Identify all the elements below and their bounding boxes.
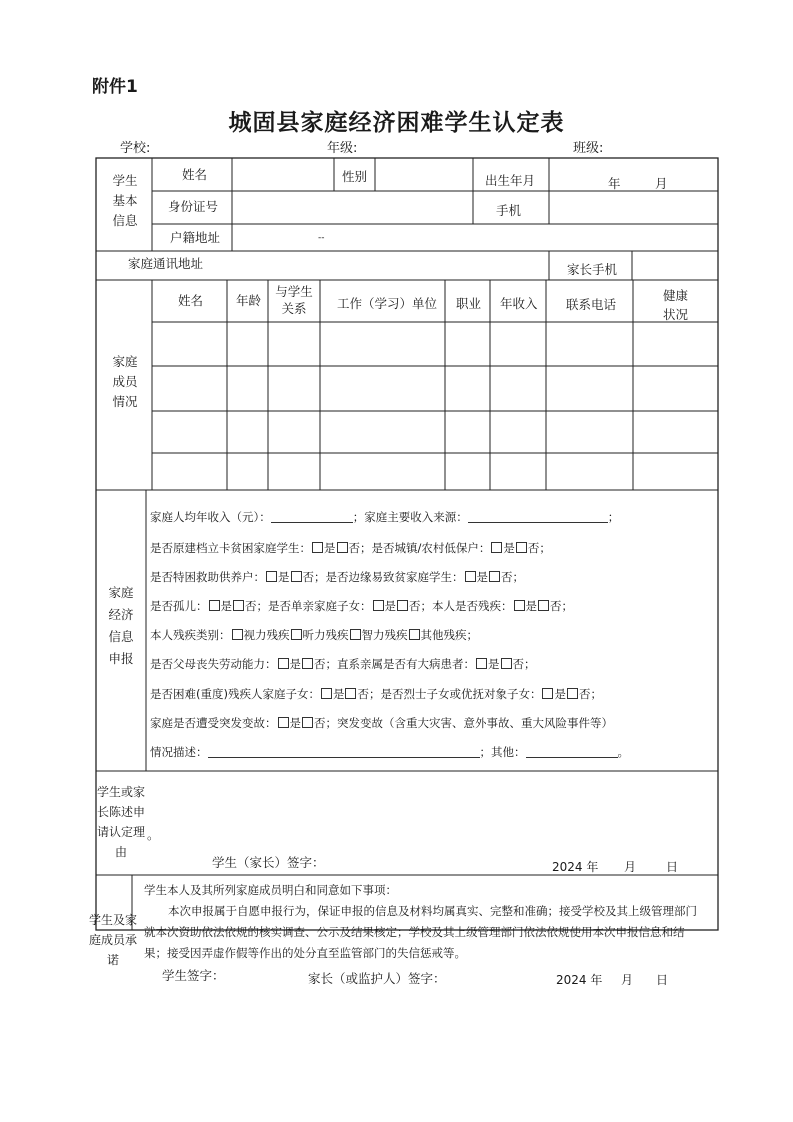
family-col-income: 年收入 (500, 296, 538, 311)
hukou-label: 户籍地址 (170, 230, 221, 245)
checkbox[interactable] (278, 658, 289, 669)
reason-month: 月 (624, 860, 637, 874)
id-number-label: 身份证号 (168, 199, 219, 214)
econ-line-9: 情况描述： ；其他： 。 (150, 745, 629, 759)
birth-month-label: 月 (655, 176, 668, 191)
table-row[interactable] (153, 412, 717, 452)
table-row[interactable] (153, 454, 717, 489)
family-col-age: 年龄 (236, 293, 262, 308)
table-row[interactable] (153, 367, 717, 410)
checkbox[interactable] (514, 600, 525, 611)
reason-text-area[interactable] (150, 776, 714, 822)
checkbox[interactable] (337, 542, 348, 553)
birth-year-label: 年 (608, 176, 621, 191)
form-title: 城固县家庭经济困难学生认定表 (228, 109, 565, 136)
checkbox[interactable] (350, 629, 361, 640)
reason-dot: 。 (147, 827, 160, 842)
family-address-label: 家庭通讯地址 (128, 256, 204, 271)
gender-field[interactable] (376, 163, 472, 189)
promise-day: 日 (656, 973, 669, 987)
checkbox[interactable] (397, 600, 408, 611)
checkbox[interactable] (291, 571, 302, 582)
checkbox[interactable] (501, 658, 512, 669)
econ-line-5: 本人残疾类别： 视力残疾 听力残疾 智力残疾 其他残疾； (150, 628, 478, 642)
econ-line-2: 是否原建档立卡贫困家庭学生： 是 否；是否城镇/农村低保户： 是 否； (150, 541, 551, 555)
parent-phone-label: 家长手机 (567, 262, 618, 277)
checkbox[interactable] (489, 571, 500, 582)
income-blank[interactable] (271, 510, 353, 523)
family-section-label: 家庭 成员 情况 (112, 354, 138, 409)
reason-day: 日 (666, 860, 679, 874)
family-col-name: 姓名 (178, 293, 204, 308)
family-col-phone: 联系电话 (566, 297, 617, 312)
promise-month: 月 (621, 973, 634, 987)
family-col-work: 工作（学习）单位 (337, 296, 438, 311)
checkbox[interactable] (567, 688, 578, 699)
promise-section-label-text: 学生及家 庭成员承 诺 (88, 913, 137, 967)
checkbox[interactable] (209, 600, 220, 611)
econ-line-income: 家庭人均年收入（元）： ；家庭主要收入来源： ； (150, 510, 620, 524)
name-label: 姓名 (182, 167, 208, 182)
econ-section-label: 家庭 经济 信息 申报 (108, 585, 134, 666)
gender-label: 性别 (342, 169, 368, 184)
checkbox[interactable] (538, 600, 549, 611)
id-number-field[interactable] (233, 194, 471, 220)
student-sign-label: 学生签字： (162, 968, 225, 983)
checkbox[interactable] (409, 629, 420, 640)
basic-info-section-label: 学生 基本 信息 (112, 173, 138, 228)
checkbox[interactable] (491, 542, 502, 553)
family-col-health: 健康 状况 (662, 288, 688, 322)
checkbox[interactable] (233, 600, 244, 611)
name-field[interactable] (233, 163, 333, 189)
table-row[interactable] (153, 323, 717, 365)
income-source-blank[interactable] (468, 510, 608, 523)
econ-line-6: 是否父母丧失劳动能力： 是 否；直系亲属是否有大病患者： 是 否； (150, 657, 536, 671)
econ-line-7: 是否困难(重度)残疾人家庭子女： 是 否；是否烈士子女或优抚对象子女： 是 否； (150, 687, 602, 701)
econ-line-3: 是否特困救助供养户： 是 否；是否边缘易致贫家庭学生： 是 否； (150, 570, 524, 584)
family-col-job: 职业 (456, 296, 482, 311)
situation-blank[interactable] (208, 745, 480, 758)
family-address-field[interactable] (232, 253, 546, 278)
checkbox[interactable] (516, 542, 527, 553)
school-label: 学校: (120, 141, 151, 156)
promise-text: 学生本人及其所列家庭成员明白和同意如下事项： 本次申报属于自愿申报行为，保证申报的信息及材料均属真实、完整和准确；接受学校及其上级管理部门就本次资助依法依规的核实调查、公示及结果核定；学校及其上级管理部门依法依规使用本次申报信息和结果；接受因弄虚作假等作出的处分直至监管部门的失信惩戒等。 (144, 883, 697, 960)
grade-label: 年级: (327, 141, 358, 156)
checkbox[interactable] (345, 688, 356, 699)
checkbox[interactable] (266, 571, 277, 582)
checkbox[interactable] (476, 658, 487, 669)
checkbox[interactable] (232, 629, 243, 640)
class-label: 班级: (573, 141, 604, 156)
birth-label: 出生年月 (485, 173, 536, 188)
parent-phone-field[interactable] (634, 253, 716, 278)
checkbox[interactable] (302, 717, 313, 728)
checkbox[interactable] (321, 688, 332, 699)
other-blank[interactable] (526, 745, 618, 758)
attachment-label: 附件1 (92, 77, 138, 97)
econ-line-8: 家庭是否遭受突发变故： 是 否；突发变故（含重大灾害、意外事故、重大风险事件等） (150, 716, 613, 730)
promise-year: 2024 年 (556, 973, 603, 987)
checkbox[interactable] (291, 629, 302, 640)
checkbox[interactable] (542, 688, 553, 699)
parent-sign-label: 家长（或监护人）签字： (308, 971, 446, 986)
reason-section-label: 学生或家 长陈述申 请认定理 由 (97, 785, 146, 859)
checkbox[interactable] (312, 542, 323, 553)
checkbox[interactable] (373, 600, 384, 611)
family-col-relation: 与学生 关系 (275, 284, 313, 316)
econ-line-4: 是否孤儿： 是 否；是否单亲家庭子女： 是 否；本人是否残疾： 是 否； (150, 599, 573, 613)
phone-field[interactable] (550, 194, 716, 220)
hukou-mark: -- (318, 233, 325, 243)
phone-label: 手机 (496, 203, 522, 218)
checkbox[interactable] (465, 571, 476, 582)
checkbox[interactable] (302, 658, 313, 669)
reason-sign-label: 学生（家长）签字： (212, 855, 325, 870)
checkbox[interactable] (278, 717, 289, 728)
reason-year: 2024 年 (552, 860, 599, 874)
